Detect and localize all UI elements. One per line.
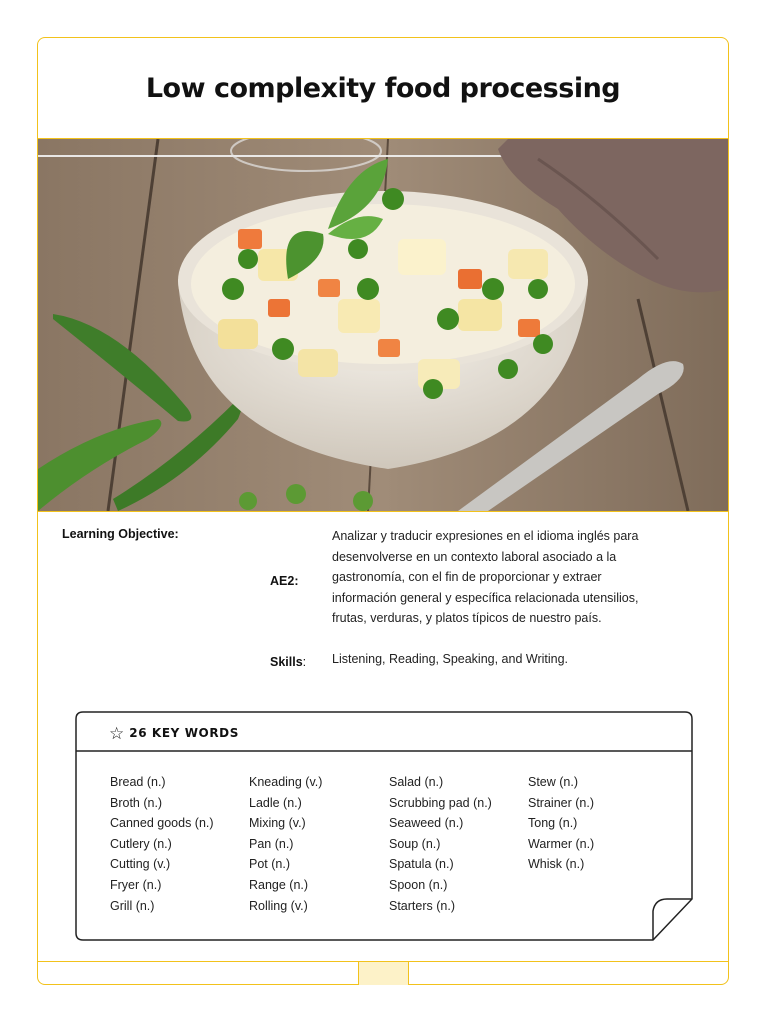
skills-text: Listening, Reading, Speaking, and Writing. <box>332 652 569 666</box>
key-word: Pan (n.) <box>249 836 294 851</box>
key-word: Cutlery (n.) <box>110 836 172 851</box>
key-word: Soup (n.) <box>389 836 441 851</box>
key-words-column-4 <box>528 772 668 875</box>
page-title: Low complexity food processing <box>38 38 728 139</box>
key-words-column-2 <box>249 772 389 916</box>
key-word: Canned goods (n.) <box>110 816 214 831</box>
key-words-header <box>109 721 239 745</box>
key-word: Ladle (n.) <box>249 795 302 810</box>
key-word: Range (n.) <box>249 877 309 892</box>
learning-objective-label: Learning Objective: <box>62 527 179 541</box>
key-word: Seaweed (n.) <box>389 816 464 831</box>
objective-text: Analizar y traducir expresiones en el idioma inglés para desenvolverse en un contexto laboral asociado a la gastronomía, con el fin de proporcionar y extraer información general y específica relacionada utensilios, frutas, verduras, y platos típicos de nuestro país. <box>332 529 639 626</box>
key-word: Fryer (n.) <box>110 877 162 892</box>
salad-photo <box>38 139 728 512</box>
ae2-label: AE2: <box>270 574 299 588</box>
key-word: Tong (n.) <box>528 816 578 831</box>
key-word: Scrubbing pad (n.) <box>389 795 492 810</box>
key-words-title: 26 KEY WORDS <box>129 726 239 740</box>
key-word: Whisk (n.) <box>528 857 585 872</box>
skills-label <box>270 655 306 669</box>
key-word: Pot (n.) <box>249 857 290 872</box>
key-word: Kneading (v.) <box>249 775 323 789</box>
key-word: Strainer (n.) <box>528 795 594 810</box>
skills-label-colon: : <box>302 655 307 669</box>
star-outline-icon: ☆ <box>109 723 125 743</box>
key-word: Broth (n.) <box>110 795 163 810</box>
page-number-tab <box>358 961 409 985</box>
key-word: Salad (n.) <box>389 775 444 789</box>
key-word: Bread (n.) <box>110 775 166 789</box>
key-words-column-3 <box>389 772 529 916</box>
key-words-box <box>75 711 693 942</box>
key-word: Spoon (n.) <box>389 877 448 892</box>
key-word: Grill (n.) <box>110 898 155 913</box>
key-word: Rolling (v.) <box>249 898 308 913</box>
key-word: Stew (n.) <box>528 775 579 789</box>
key-words-column-1 <box>110 772 250 916</box>
key-word: Mixing (v.) <box>249 816 306 831</box>
key-word: Warmer (n.) <box>528 836 595 851</box>
salad-illustration <box>38 139 728 511</box>
key-word: Cutting (v.) <box>110 857 171 872</box>
skills-label-text: Skills <box>270 655 303 669</box>
key-word: Starters (n.) <box>389 898 455 913</box>
key-word: Spatula (n.) <box>389 857 454 872</box>
